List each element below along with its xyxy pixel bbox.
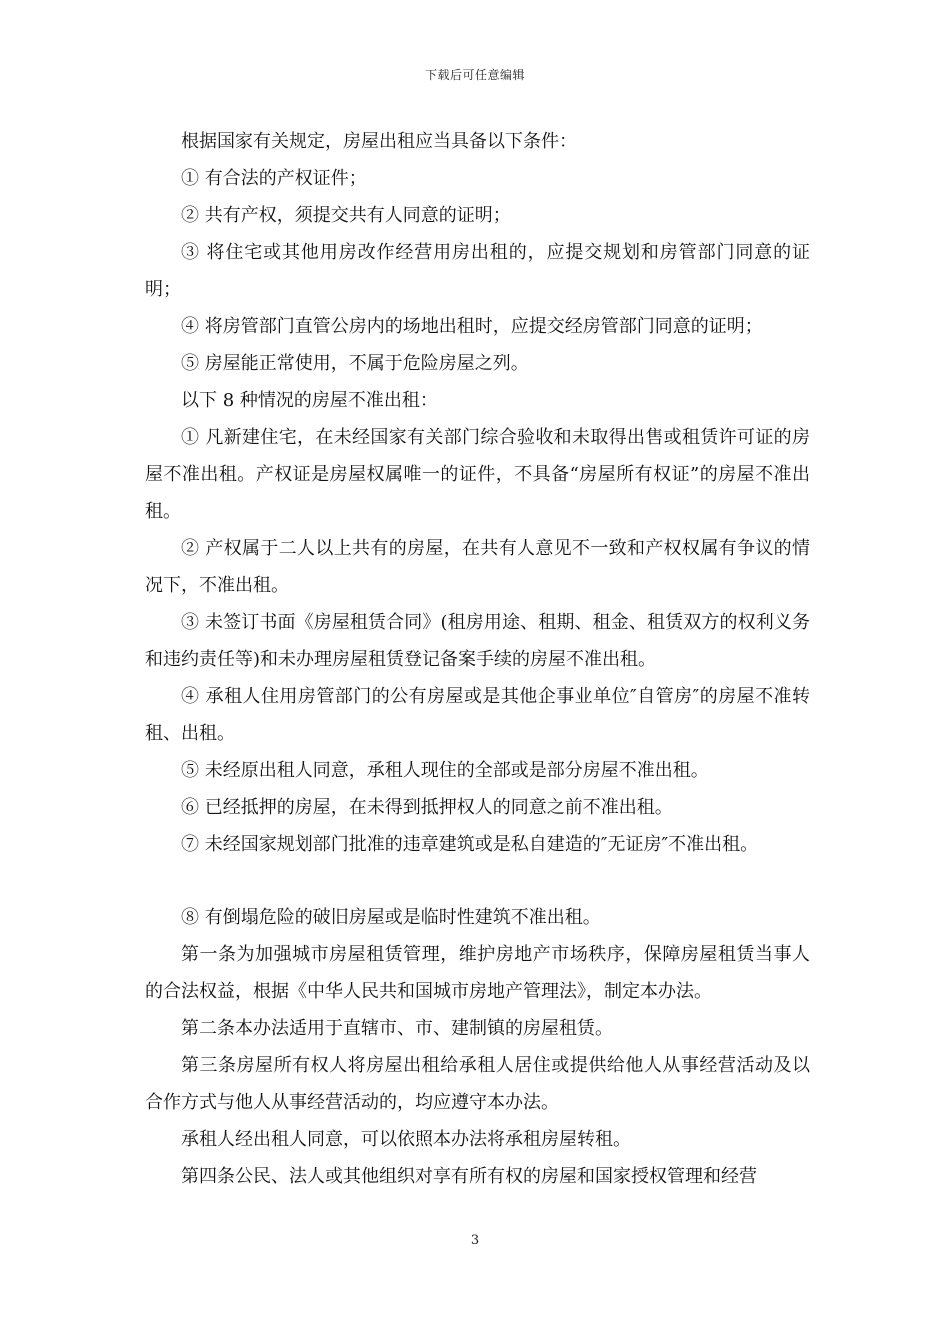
paragraph: ② 共有产权，须提交共有人同意的证明； bbox=[181, 205, 511, 226]
paragraph: 第三条房屋所有权人将房屋出租给承租人居住或提供给他人从事经营活动及以合作方式与他人从事经营活动的，均应遵守本办法。 bbox=[145, 1055, 810, 1113]
paragraph: ② 产权属于二人以上共有的房屋，在共有人意见不一致和产权权属有争议的情况下，不准出租。 bbox=[145, 538, 810, 596]
paragraph: 第四条公民、法人或其他组织对享有所有权的房屋和国家授权管理和经营 bbox=[181, 1166, 757, 1187]
paragraph: 第二条本办法适用于直辖市、市、建制镇的房屋租赁。 bbox=[181, 1018, 613, 1039]
paragraph: ③ 将住宅或其他用房改作经营用房出租的，应提交规划和房管部门同意的证明； bbox=[145, 242, 810, 300]
paragraph: 以下 8 种情况的房屋不准出租： bbox=[181, 390, 438, 411]
paragraph: 根据国家有关规定，房屋出租应当具备以下条件： bbox=[181, 131, 577, 152]
paragraph: ① 有合法的产权证件； bbox=[181, 168, 367, 189]
document-body bbox=[145, 123, 810, 1195]
paragraph: ⑤ 房屋能正常使用，不属于危险房屋之列。 bbox=[181, 353, 529, 374]
paragraph: 承租人经出租人同意，可以依照本办法将承租房屋转租。 bbox=[181, 1129, 631, 1150]
page-number: 3 bbox=[470, 1233, 480, 1248]
paragraph: ④ 承租人住用房管部门的公有房屋或是其他企事业单位″自管房″的房屋不准转租、出租。 bbox=[145, 686, 810, 744]
paragraph: ① 凡新建住宅，在未经国家有关部门综合验收和未取得出售或租赁许可证的房屋不准出租。产权证是房屋权属唯一的证件，不具备“房屋所有权证”的房屋不准出租。 bbox=[145, 427, 810, 522]
blank-line bbox=[145, 863, 810, 899]
page-header: 下载后可任意编辑 bbox=[424, 68, 525, 82]
paragraph: ⑤ 未经原出租人同意，承租人现住的全部或是部分房屋不准出租。 bbox=[181, 760, 709, 781]
paragraph: ④ 将房管部门直管公房内的场地出租时，应提交经房管部门同意的证明； bbox=[181, 316, 763, 337]
paragraph: ⑥ 已经抵押的房屋，在未得到抵押权人的同意之前不准出租。 bbox=[181, 797, 673, 818]
paragraph: 第一条为加强城市房屋租赁管理，维护房地产市场秩序，保障房屋租赁当事人的合法权益，根据《中华人民共和国城市房地产管理法》，制定本办法。 bbox=[145, 944, 810, 1002]
paragraph: ⑦ 未经国家规划部门批准的违章建筑或是私自建造的″无证房″不准出租。 bbox=[181, 834, 759, 855]
paragraph: ③ 未签订书面《房屋租赁合同》(租房用途、租期、租金、租赁双方的权利义务和违约责任等)和未办理房屋租赁登记备案手续的房屋不准出租。 bbox=[145, 612, 810, 670]
paragraph: ⑧ 有倒塌危险的破旧房屋或是临时性建筑不准出租。 bbox=[181, 907, 601, 928]
